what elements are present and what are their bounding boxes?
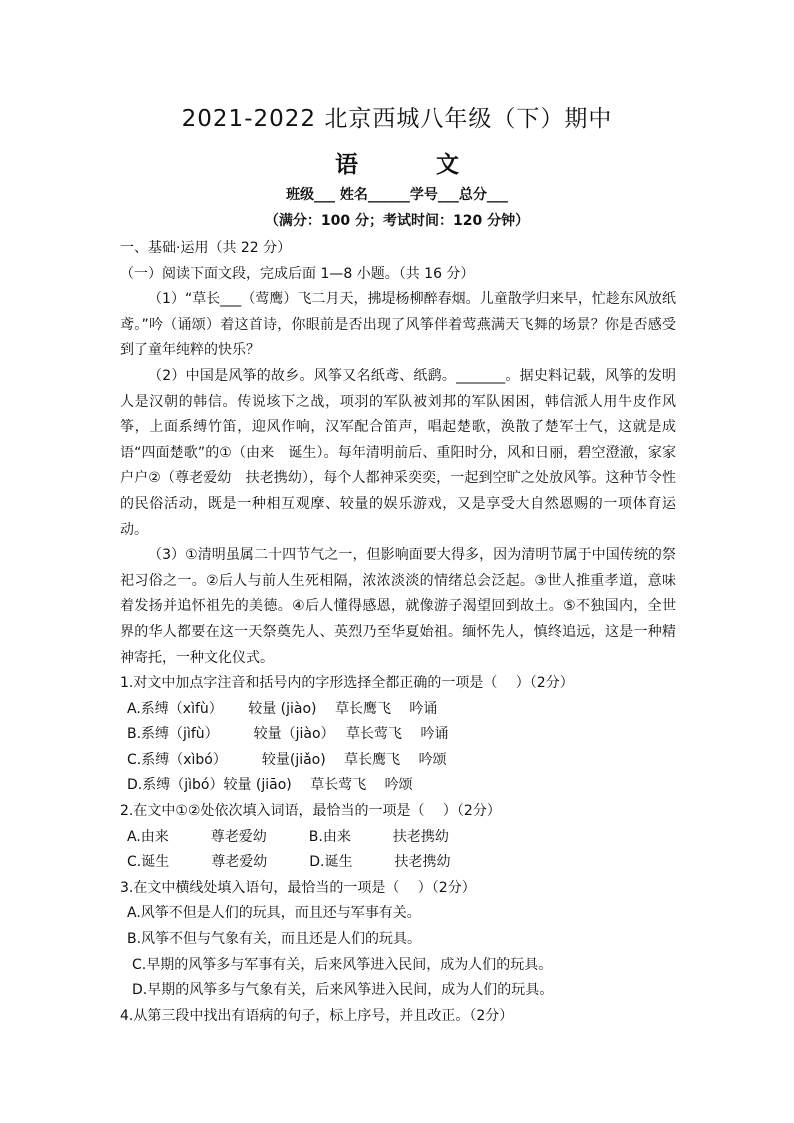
question-3-option-d: D.早期的风筝多与气象有关，后来风筝进入民间，成为人们的玩具。 [132, 982, 554, 999]
question-1-option-b: B.系缚（jìfù） 较量（jiào） 草长莺飞 吟诵 [127, 726, 449, 743]
subject-title [0, 146, 794, 179]
question-1-option-c: C.系缚（xìbó） 较量(jiǎo) 草长鹰飞 吟颂 [127, 751, 447, 768]
question-1-option-a: A.系缚（xìfù） 较量 (jiào) 草长鹰飞 吟诵 [127, 700, 438, 717]
question-2-options-ab: A.由来 尊老爱幼 B.由来 扶老携幼 [127, 828, 449, 845]
passage-paragraph-3: （3）①清明虽属二十四节气之一，但影响面要大得多，因为清明节属于中国传统的祭祀习俗之一。②后人与前人生死相隔，浓浓淡淡的情绪总会泛起。③世人推重孝道，意味着发扬并追怀祖先的美德。④后人懂得感恩，就像游子渴望回到故土。⑤不独国内，全世界的华人都要在这一天祭奠先人、英烈乃至华夏始祖。缅怀先人，慎终追远，这是一种精神寄托，一种文化仪式。 [120, 547, 676, 666]
subject-char-2: 文 [436, 152, 459, 178]
exam-title: 2021-2022 北京西城八年级（下）期中 [181, 106, 613, 132]
subject-char-1: 语 [335, 152, 358, 178]
part-heading: （一）阅读下面文段，完成后面 1—8 小题。（共 16 分） [120, 265, 475, 282]
question-1-stem: 1.对文中加点字注音和括号内的字形选择全都正确的一项是（ ）（2分） [120, 675, 574, 692]
question-2-stem: 2.在文中①②处依次填入词语，最恰当的一项是（ ）（2分） [120, 803, 501, 820]
question-1-option-d: D.系缚（jìbó）较量 (jiāo) 草长莺飞 吟颂 [127, 777, 413, 794]
question-3-option-c: C.早期的风筝多与军事有关，后来风筝进入民间，成为人们的玩具。 [132, 956, 553, 973]
passage-paragraph-2: （2）中国是风筝的故乡。风筝又名纸鸢、纸鹞。_______。据史料记载，风筝的发明人是汉朝的韩信。传说垓下之战，项羽的军队被刘邦的军队困困，韩信派人用牛皮作风筝，上面系缚竹笛，迎风作响，汉军配合笛声，唱起楚歌，涣散了楚军士气，这就是成语“四面楚歌”的①（由来 诞生）。每年清明前后、重阳时分，风和日丽，碧空澄澈，家家户户②（尊老爱幼 扶老携幼），每个人都神采奕奕，一起到空旷之处放风筝。这种节令性的民俗活动，既是一种相互观摩、较量的娱乐游戏，又是享受大自然恩赐的一项体育运动。 [120, 367, 676, 538]
exam-note: （满分：100 分；考试时间：120 分钟） [264, 213, 530, 229]
question-2-options-cd: C.诞生 尊老爱幼 D.诞生 扶老携幼 [127, 854, 451, 871]
passage-paragraph-1: （1）“草长___（莺鹰）飞二月天，拂堤杨柳醉春烟。儿童散学归来早，忙趁东风放纸鸢。”吟（诵颂）着这首诗，你眼前是否出现了风筝伴着莺燕满天飞舞的场景？你是否感受到了童年纯粹的快乐？ [120, 291, 676, 359]
section-heading: 一、基础·运用（共 22 分） [120, 240, 292, 256]
question-3-option-a: A.风筝不但是人们的玩具，而且还与军事有关。 [127, 905, 421, 922]
question-3-stem: 3.在文中横线处填入语句，最恰当的一项是（ ）（2分） [120, 879, 476, 896]
student-info-line: 班级___ 姓名______学号___总分___ [286, 187, 508, 203]
question-3-option-b: B.风筝不但与气象有关，而且还是人们的玩具。 [127, 931, 422, 948]
exam-body [120, 236, 676, 1029]
question-4-stem: 4.从第三段中找出有语病的句子，标上序号，并且改正。（2分） [120, 1007, 514, 1024]
